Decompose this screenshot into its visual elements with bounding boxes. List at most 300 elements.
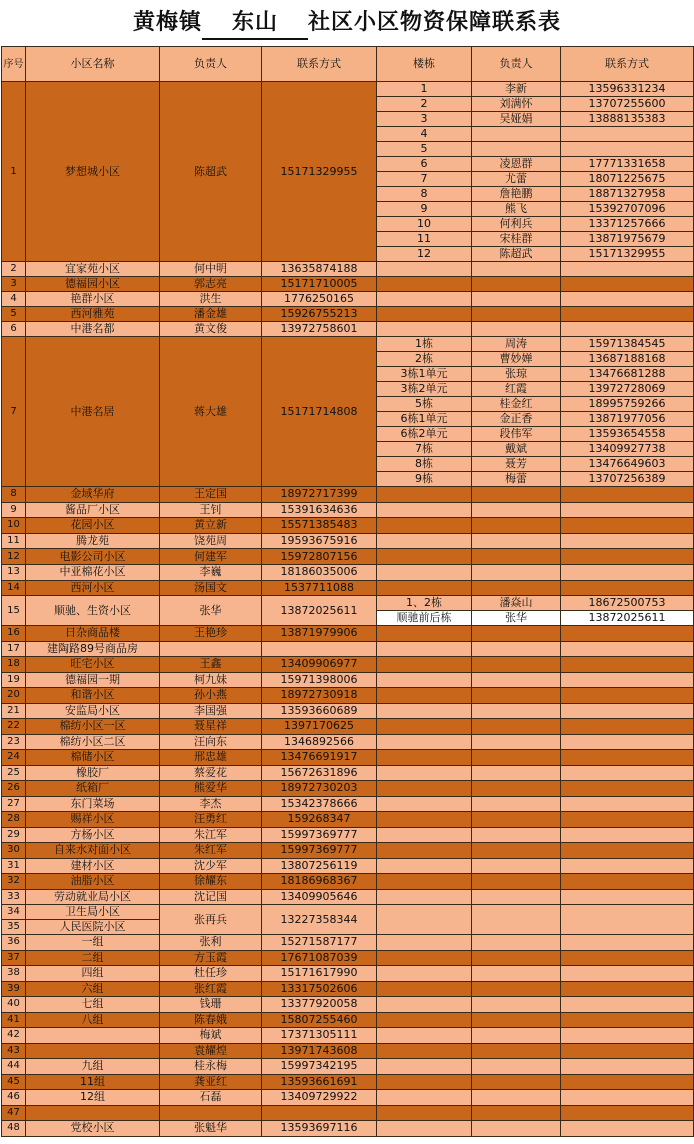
community-person: 徐耀东	[160, 874, 262, 890]
building-phone	[561, 564, 694, 580]
building-person: 宋桂群	[472, 232, 561, 247]
community-phone: 13593697116	[262, 1121, 377, 1137]
building-person	[472, 950, 561, 966]
community-person: 王鑫	[160, 657, 262, 673]
community-person: 杜任珍	[160, 966, 262, 982]
building-phone: 18871327958	[561, 187, 694, 202]
building-name	[377, 905, 472, 935]
community-person: 王艳珍	[160, 626, 262, 642]
building-name: 6栋1单元	[377, 412, 472, 427]
building-person	[472, 1074, 561, 1090]
community-person: 汪勇红	[160, 812, 262, 828]
table-row	[2, 502, 694, 518]
table-row	[2, 1121, 694, 1137]
community-person: 张魁华	[160, 1121, 262, 1137]
community-phone: 13971743608	[262, 1043, 377, 1059]
community-person: 汤国文	[160, 580, 262, 596]
row-seq: 29	[2, 827, 26, 843]
building-person: 金正香	[472, 412, 561, 427]
building-name: 12	[377, 247, 472, 262]
building-name: 6	[377, 157, 472, 172]
building-name	[377, 935, 472, 951]
building-phone: 13972728069	[561, 382, 694, 397]
community-name: 安监局小区	[26, 703, 160, 719]
community-person: 黄文俊	[160, 322, 262, 337]
community-person: 熊爱华	[160, 781, 262, 797]
building-phone: 13707255600	[561, 97, 694, 112]
community-name: 东门菜场	[26, 796, 160, 812]
building-person	[472, 1043, 561, 1059]
table-row	[2, 518, 694, 534]
building-name	[377, 889, 472, 905]
row-seq: 22	[2, 719, 26, 735]
community-phone: 18186035006	[262, 564, 377, 580]
building-phone	[561, 1074, 694, 1090]
building-name	[377, 966, 472, 982]
building-person: 陈超武	[472, 247, 561, 262]
table-row	[2, 750, 694, 766]
building-name	[377, 292, 472, 307]
building-person	[472, 858, 561, 874]
table-row	[2, 262, 694, 277]
community-person: 蒋大雄	[160, 337, 262, 487]
building-person: 詹艳鹏	[472, 187, 561, 202]
community-person: 钱珊	[160, 997, 262, 1013]
community-person	[160, 1105, 262, 1121]
community-person: 李国强	[160, 703, 262, 719]
building-name	[377, 533, 472, 549]
community-name: 顺驰、生资小区	[26, 596, 160, 626]
building-name: 4	[377, 127, 472, 142]
table-row	[2, 1105, 694, 1121]
building-name	[377, 580, 472, 596]
building-person	[472, 564, 561, 580]
row-seq: 34	[2, 905, 26, 920]
community-phone: 18186968367	[262, 874, 377, 890]
table-row	[2, 487, 694, 503]
row-seq: 11	[2, 533, 26, 549]
row-seq: 37	[2, 950, 26, 966]
building-phone	[561, 549, 694, 565]
community-name: 旺宅小区	[26, 657, 160, 673]
row-seq: 14	[2, 580, 26, 596]
row-seq: 8	[2, 487, 26, 503]
building-name	[377, 626, 472, 642]
row-seq: 12	[2, 549, 26, 565]
community-phone	[262, 1105, 377, 1121]
building-name	[377, 672, 472, 688]
header-building-phone: 联系方式	[561, 47, 694, 82]
table-row	[2, 734, 694, 750]
building-phone	[561, 1043, 694, 1059]
building-name	[377, 307, 472, 322]
building-phone	[561, 812, 694, 828]
community-phone: 13593660689	[262, 703, 377, 719]
community-phone: 15171710005	[262, 277, 377, 292]
community-person: 朱江军	[160, 827, 262, 843]
row-seq: 31	[2, 858, 26, 874]
row-seq: 20	[2, 688, 26, 704]
table-row	[2, 277, 694, 292]
building-person	[472, 307, 561, 322]
community-name: 六组	[26, 981, 160, 997]
row-seq: 23	[2, 734, 26, 750]
table-row	[2, 781, 694, 797]
building-person	[472, 277, 561, 292]
building-name: 1、2栋	[377, 596, 472, 611]
row-seq: 30	[2, 843, 26, 859]
building-name: 8	[377, 187, 472, 202]
row-seq: 17	[2, 641, 26, 657]
building-person: 梅蕾	[472, 472, 561, 487]
row-seq: 15	[2, 596, 26, 626]
community-person: 李杰	[160, 796, 262, 812]
building-phone	[561, 997, 694, 1013]
building-person	[472, 796, 561, 812]
community-name: 七组	[26, 997, 160, 1013]
building-phone	[561, 874, 694, 890]
building-person: 潘焱山	[472, 596, 561, 611]
community-name: 棉纺小区二区	[26, 734, 160, 750]
header-row	[2, 47, 694, 82]
building-name: 顺驰前后栋	[377, 611, 472, 626]
community-name: 酱品厂小区	[26, 502, 160, 518]
community-name: 宜家苑小区	[26, 262, 160, 277]
header-seq: 序号	[2, 47, 26, 82]
building-phone: 13888135383	[561, 112, 694, 127]
community-name: 赐祥小区	[26, 812, 160, 828]
community-person: 朱红军	[160, 843, 262, 859]
table-row	[2, 82, 694, 97]
building-person	[472, 889, 561, 905]
building-person	[472, 688, 561, 704]
building-person	[472, 142, 561, 157]
community-name: 油脂小区	[26, 874, 160, 890]
building-person: 李新	[472, 82, 561, 97]
community-person: 黄立新	[160, 518, 262, 534]
building-person: 凌恩群	[472, 157, 561, 172]
building-person	[472, 549, 561, 565]
building-name	[377, 843, 472, 859]
community-phone: 17671087039	[262, 950, 377, 966]
building-phone	[561, 487, 694, 503]
community-phone: 13409729922	[262, 1090, 377, 1106]
building-phone	[561, 127, 694, 142]
building-person	[472, 487, 561, 503]
row-seq: 48	[2, 1121, 26, 1137]
table-row	[2, 858, 694, 874]
community-person: 柯九妹	[160, 672, 262, 688]
building-name	[377, 1028, 472, 1044]
building-phone	[561, 688, 694, 704]
community-person: 张再兵	[160, 905, 262, 935]
building-name: 2栋	[377, 352, 472, 367]
row-seq: 32	[2, 874, 26, 890]
community-name: 八组	[26, 1012, 160, 1028]
community-phone: 18972730918	[262, 688, 377, 704]
row-seq: 16	[2, 626, 26, 642]
building-phone: 13596331234	[561, 82, 694, 97]
row-seq: 38	[2, 966, 26, 982]
community-phone: 15171329955	[262, 82, 377, 262]
community-phone: 13227358344	[262, 905, 377, 935]
building-person	[472, 292, 561, 307]
building-name: 9栋	[377, 472, 472, 487]
community-phone: 1776250165	[262, 292, 377, 307]
community-name: 卫生局小区	[26, 905, 160, 920]
building-name	[377, 549, 472, 565]
table-row	[2, 765, 694, 781]
building-phone	[561, 734, 694, 750]
building-phone	[561, 657, 694, 673]
community-name: 中亚棉花小区	[26, 564, 160, 580]
community-name	[26, 1028, 160, 1044]
building-name: 11	[377, 232, 472, 247]
community-phone: 15171617990	[262, 966, 377, 982]
building-name: 5栋	[377, 397, 472, 412]
building-person: 桂金红	[472, 397, 561, 412]
community-phone: 15997369777	[262, 843, 377, 859]
community-person: 邢忠雄	[160, 750, 262, 766]
table-row	[2, 549, 694, 565]
building-phone: 13371257666	[561, 217, 694, 232]
table-row	[2, 641, 694, 657]
community-phone: 1346892566	[262, 734, 377, 750]
community-name: 腾龙苑	[26, 533, 160, 549]
building-phone	[561, 719, 694, 735]
building-person	[472, 322, 561, 337]
table-row	[2, 322, 694, 337]
building-phone: 18995759266	[561, 397, 694, 412]
row-seq: 19	[2, 672, 26, 688]
building-name: 7栋	[377, 442, 472, 457]
table-row	[2, 827, 694, 843]
building-phone	[561, 781, 694, 797]
table-row	[2, 688, 694, 704]
row-seq: 26	[2, 781, 26, 797]
community-name: 劳动就业局小区	[26, 889, 160, 905]
row-seq: 18	[2, 657, 26, 673]
table-row	[2, 981, 694, 997]
building-phone	[561, 533, 694, 549]
community-phone: 1537711088	[262, 580, 377, 596]
building-phone	[561, 905, 694, 935]
row-seq: 40	[2, 997, 26, 1013]
building-name: 3	[377, 112, 472, 127]
building-person	[472, 580, 561, 596]
title-suffix: 社区小区物资保障联系表	[308, 10, 562, 35]
building-person: 吴娅娟	[472, 112, 561, 127]
building-phone: 13707256389	[561, 472, 694, 487]
building-phone	[561, 935, 694, 951]
community-name	[26, 1043, 160, 1059]
table-row	[2, 657, 694, 673]
community-phone: 15571385483	[262, 518, 377, 534]
community-person: 何中明	[160, 262, 262, 277]
row-seq: 2	[2, 262, 26, 277]
table-row	[2, 580, 694, 596]
row-seq: 9	[2, 502, 26, 518]
building-phone	[561, 750, 694, 766]
building-name	[377, 1059, 472, 1075]
building-name	[377, 502, 472, 518]
building-person: 红霞	[472, 382, 561, 397]
community-name: 九组	[26, 1059, 160, 1075]
building-phone: 13593654558	[561, 427, 694, 442]
building-name	[377, 858, 472, 874]
row-seq: 13	[2, 564, 26, 580]
building-name	[377, 1074, 472, 1090]
building-phone	[561, 641, 694, 657]
building-name: 8栋	[377, 457, 472, 472]
building-person	[472, 1105, 561, 1121]
building-name	[377, 1090, 472, 1106]
row-seq: 41	[2, 1012, 26, 1028]
building-name	[377, 796, 472, 812]
community-name: 人民医院小区	[26, 920, 160, 935]
community-person: 陈春娥	[160, 1012, 262, 1028]
building-phone	[561, 1105, 694, 1121]
community-phone: 15171714808	[262, 337, 377, 487]
building-name	[377, 874, 472, 890]
community-person: 饶苑周	[160, 533, 262, 549]
building-person	[472, 843, 561, 859]
building-name	[377, 1105, 472, 1121]
community-phone: 15807255460	[262, 1012, 377, 1028]
row-seq: 6	[2, 322, 26, 337]
table-row	[2, 564, 694, 580]
community-name: 棉纺小区一区	[26, 719, 160, 735]
community-person: 蔡爱花	[160, 765, 262, 781]
row-seq: 4	[2, 292, 26, 307]
community-person: 张红霞	[160, 981, 262, 997]
building-name: 5	[377, 142, 472, 157]
community-name: 橡胶厂	[26, 765, 160, 781]
community-name: 梦想城小区	[26, 82, 160, 262]
table-row	[2, 626, 694, 642]
building-name	[377, 765, 472, 781]
building-name	[377, 981, 472, 997]
building-phone: 13409927738	[561, 442, 694, 457]
community-person: 王定国	[160, 487, 262, 503]
row-seq: 21	[2, 703, 26, 719]
building-phone	[561, 1012, 694, 1028]
row-seq: 24	[2, 750, 26, 766]
building-person	[472, 812, 561, 828]
building-phone	[561, 277, 694, 292]
row-seq: 5	[2, 307, 26, 322]
community-person: 方玉霞	[160, 950, 262, 966]
row-seq: 46	[2, 1090, 26, 1106]
table-row	[2, 843, 694, 859]
table-row	[2, 966, 694, 982]
building-phone	[561, 1059, 694, 1075]
building-name	[377, 277, 472, 292]
building-phone: 15971384545	[561, 337, 694, 352]
row-seq: 25	[2, 765, 26, 781]
community-person: 何建军	[160, 549, 262, 565]
building-name	[377, 688, 472, 704]
community-name: 二组	[26, 950, 160, 966]
community-person: 潘金雄	[160, 307, 262, 322]
building-name	[377, 950, 472, 966]
building-phone	[561, 858, 694, 874]
community-phone: 13807256119	[262, 858, 377, 874]
building-phone	[561, 502, 694, 518]
table-row	[2, 596, 694, 611]
building-name: 2	[377, 97, 472, 112]
building-phone	[561, 889, 694, 905]
building-phone	[561, 672, 694, 688]
building-person: 段伟军	[472, 427, 561, 442]
building-name: 10	[377, 217, 472, 232]
header-building-person: 负责人	[472, 47, 561, 82]
table-row	[2, 812, 694, 828]
building-name	[377, 781, 472, 797]
table-row	[2, 703, 694, 719]
community-name: 电影公司小区	[26, 549, 160, 565]
building-person	[472, 262, 561, 277]
building-name	[377, 262, 472, 277]
community-name: 德福园一期	[26, 672, 160, 688]
building-name	[377, 703, 472, 719]
building-name	[377, 322, 472, 337]
community-phone: 15971398006	[262, 672, 377, 688]
building-person	[472, 827, 561, 843]
building-phone	[561, 322, 694, 337]
building-person: 刘满怀	[472, 97, 561, 112]
community-phone: 13593661691	[262, 1074, 377, 1090]
page-title	[0, 0, 694, 46]
row-seq: 44	[2, 1059, 26, 1075]
building-person	[472, 672, 561, 688]
community-name: 金域华府	[26, 487, 160, 503]
building-person	[472, 765, 561, 781]
table-row	[2, 874, 694, 890]
building-person: 戴斌	[472, 442, 561, 457]
building-person	[472, 981, 561, 997]
building-phone	[561, 626, 694, 642]
community-phone: 15672631896	[262, 765, 377, 781]
building-phone: 13476681288	[561, 367, 694, 382]
table-row	[2, 307, 694, 322]
building-phone	[561, 1028, 694, 1044]
community-name: 建陶路89号商品房	[26, 641, 160, 657]
table-row	[2, 533, 694, 549]
building-person	[472, 1121, 561, 1137]
row-seq: 35	[2, 920, 26, 935]
building-person	[472, 966, 561, 982]
building-phone	[561, 307, 694, 322]
row-seq: 28	[2, 812, 26, 828]
community-phone: 15926755213	[262, 307, 377, 322]
building-phone	[561, 1121, 694, 1137]
community-phone: 13476691917	[262, 750, 377, 766]
building-phone: 15171329955	[561, 247, 694, 262]
row-seq: 36	[2, 935, 26, 951]
table-row	[2, 950, 694, 966]
table-row	[2, 1090, 694, 1106]
community-phone: 159268347	[262, 812, 377, 828]
community-name: 中港名居	[26, 337, 160, 487]
building-phone	[561, 843, 694, 859]
building-phone	[561, 796, 694, 812]
community-phone: 15391634636	[262, 502, 377, 518]
building-person: 曹妙婵	[472, 352, 561, 367]
building-name: 7	[377, 172, 472, 187]
building-phone	[561, 703, 694, 719]
title-community: 东山	[202, 8, 308, 40]
